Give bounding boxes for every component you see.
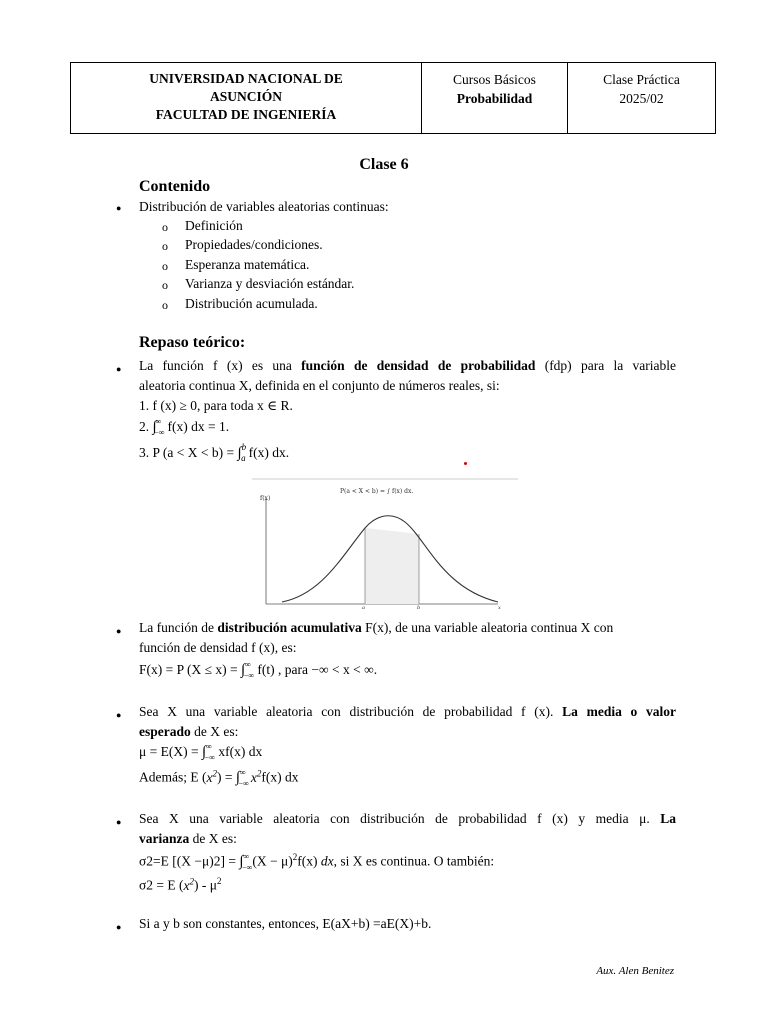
class-type: Clase Práctica — [603, 72, 680, 87]
contenido-sub-item-3: Esperanza matemática. — [185, 257, 310, 272]
x-squared: $x^2$ — [206, 768, 217, 785]
repaso-heading: Repaso teórico: — [139, 334, 246, 351]
figure-a-label: a — [362, 605, 365, 610]
integral-upper-limit-icon: ∞ — [239, 767, 246, 777]
integral-icon: ∫ — [237, 445, 242, 461]
cond3-post: f(x) dx. — [248, 445, 290, 460]
university-line1: UNIVERSIDAD NACIONAL DE — [149, 71, 343, 86]
superscript-2: 2 — [292, 852, 298, 862]
contenido-sub-item-4: Varianza y desviación estándar. — [185, 276, 355, 291]
figure-formula: P(a < X < b) = ∫ f(x) dx. — [340, 488, 414, 495]
bullet-icon: ● — [116, 922, 122, 932]
bullet-icon: ● — [116, 626, 122, 636]
cond3-pre: 3. P (a < X < b) = — [139, 445, 238, 460]
b2-formula-post: f(t) , para −∞ < x < ∞. — [254, 662, 378, 677]
contenido-main-item: Distribución de variables aleatorias continuas: — [139, 199, 389, 214]
course-name: Probabilidad — [456, 91, 533, 106]
b4-pre: Sea X una variable aleatoria con distribución de probabilidad f (x) y media μ. — [139, 811, 661, 826]
b2-post: F(x), de una variable aleatoria continua X con — [361, 620, 614, 635]
b3-bold: La media o valor — [562, 704, 676, 719]
repaso-b1-line1 — [139, 358, 676, 374]
university-line2: ASUNCIÓN — [209, 89, 282, 104]
header-table — [70, 62, 716, 134]
repaso-b3-line2 — [139, 724, 238, 740]
integral-icon: ∫ — [201, 744, 207, 760]
b1-bold: función de densidad de probabilidad — [301, 358, 536, 373]
linearity-property: Si a y b son constantes, entonces, E(aX+b) =aE(X)+b. — [139, 916, 432, 931]
b4-alt-pre: σ2 = E ( — [139, 877, 184, 893]
integral-icon: ∫ — [152, 419, 157, 435]
footer-author: Aux. Alen Benitez — [596, 965, 674, 977]
cond2-pre: 2. — [139, 419, 153, 434]
course-type: Cursos Básicos — [453, 72, 536, 87]
figure-shaded-area — [365, 528, 419, 604]
b4-tail: , si X es continua. O también: — [333, 853, 495, 869]
cdf-formula — [139, 662, 377, 679]
integral-lower-limit-icon: −∞ — [238, 778, 249, 788]
integral-upper-limit-icon: ∞ — [243, 851, 250, 861]
header-course-cell — [422, 63, 568, 133]
b1-post: (fdp) para la variable — [535, 358, 676, 373]
bullet-icon: ● — [116, 710, 122, 720]
integral-icon: ∫ — [235, 769, 240, 786]
figure-x-label: x — [498, 605, 501, 610]
repaso-b4-line2 — [139, 831, 237, 847]
b2-formula-pre: F(x) = P (X ≤ x) = — [139, 662, 242, 677]
sub-bullet-icon: o — [162, 220, 168, 234]
class-title: Clase 6 — [359, 156, 409, 173]
b4-bold2: varianza — [139, 831, 190, 846]
integral-lower-limit-icon: −∞ — [204, 753, 215, 762]
x-squared: $x^2$ — [250, 768, 262, 785]
b2-pre: La función de — [139, 620, 218, 635]
repaso-b1-line2: aleatoria continua X, definida en el conjunto de números reales, si: — [139, 378, 500, 393]
integral-lower-limit-icon: −∞ — [154, 428, 165, 437]
sub-bullet-icon: o — [162, 298, 168, 312]
repaso-b2-line1 — [139, 620, 613, 636]
repaso-b4-line1 — [139, 811, 676, 827]
b4-dx: dx — [320, 853, 334, 869]
repaso-b3-line1 — [139, 704, 676, 720]
bullet-icon: ● — [116, 364, 122, 374]
mean-formula — [139, 744, 262, 761]
b3-ademas-pre: Además; E ( — [139, 769, 207, 785]
b4-formula-end: f(x) — [297, 853, 321, 869]
contenido-sub-item-2: Propiedades/condiciones. — [185, 237, 323, 252]
condition-3 — [139, 442, 290, 463]
b3-mu-pre: μ = E(X) = — [139, 744, 202, 759]
header-university-cell — [71, 63, 422, 133]
b2-bold: distribución acumulativa — [217, 620, 362, 635]
b4-formula-pre: σ2=E [(X −μ)2] = — [139, 853, 240, 869]
b3-ademas-post: f(x) dx — [261, 769, 299, 785]
b3-pre: Sea X una variable aleatoria con distribución de probabilidad f (x). — [139, 704, 563, 719]
figure-b-label: b — [417, 605, 421, 610]
variance-formula — [139, 852, 494, 871]
condition-2 — [139, 419, 229, 436]
superscript-2: 2 — [217, 876, 222, 886]
b4-bold: La — [660, 811, 676, 826]
integral-upper-limit-icon: ∞ — [245, 660, 251, 669]
b4-alt-post: ) - μ — [194, 877, 217, 893]
cond2-post: f(x) dx = 1. — [167, 419, 230, 434]
b4-line2: de X es: — [189, 831, 237, 846]
normal-curve-figure — [252, 476, 518, 610]
b3-ademas-mid: ) = — [216, 769, 236, 785]
integral-lower-limit-icon: −∞ — [243, 671, 255, 680]
integral-icon: ∫ — [239, 853, 244, 870]
bullet-icon: ● — [116, 203, 122, 213]
header-class-cell — [568, 63, 715, 133]
sub-bullet-icon: o — [162, 278, 168, 292]
integral-upper-limit-icon: ∞ — [206, 742, 212, 751]
faculty-name: FACULTAD DE INGENIERÍA — [155, 107, 337, 122]
figure-ylabel: f(x) — [260, 495, 271, 502]
class-period: 2025/02 — [619, 91, 664, 106]
sub-bullet-icon: o — [162, 239, 168, 253]
contenido-sub-item-1: Definición — [185, 218, 243, 233]
b3-bold2: esperado — [139, 724, 191, 739]
condition-1: 1. f (x) ≥ 0, para toda x ∈ R. — [139, 398, 293, 413]
integral-lower-limit-icon: −∞ — [242, 862, 253, 872]
integral-upper-limit-icon: b — [241, 442, 247, 452]
integral-upper-limit-icon: ∞ — [155, 417, 162, 426]
normal-curve-svg — [252, 476, 518, 610]
ademas-formula — [139, 768, 299, 787]
bullet-icon: ● — [116, 817, 122, 827]
b1-pre: La función f (x) es una — [139, 358, 302, 373]
b3-line2: de X es: — [190, 724, 239, 739]
b3-mu-post: xf(x) dx — [214, 744, 263, 759]
integral-lower-limit-icon: a — [241, 453, 246, 463]
x-squared: $x^2$ — [183, 876, 195, 893]
b4-formula-post: (X − μ) — [252, 853, 293, 869]
contenido-heading: Contenido — [139, 178, 211, 195]
variance-alt-formula — [139, 876, 222, 894]
red-dot-mark — [464, 462, 467, 465]
sub-bullet-icon: o — [162, 259, 168, 273]
contenido-sub-item-5: Distribución acumulada. — [185, 296, 318, 311]
integral-icon: ∫ — [241, 662, 246, 678]
repaso-b2-line2: función de densidad f (x), es: — [139, 640, 297, 655]
